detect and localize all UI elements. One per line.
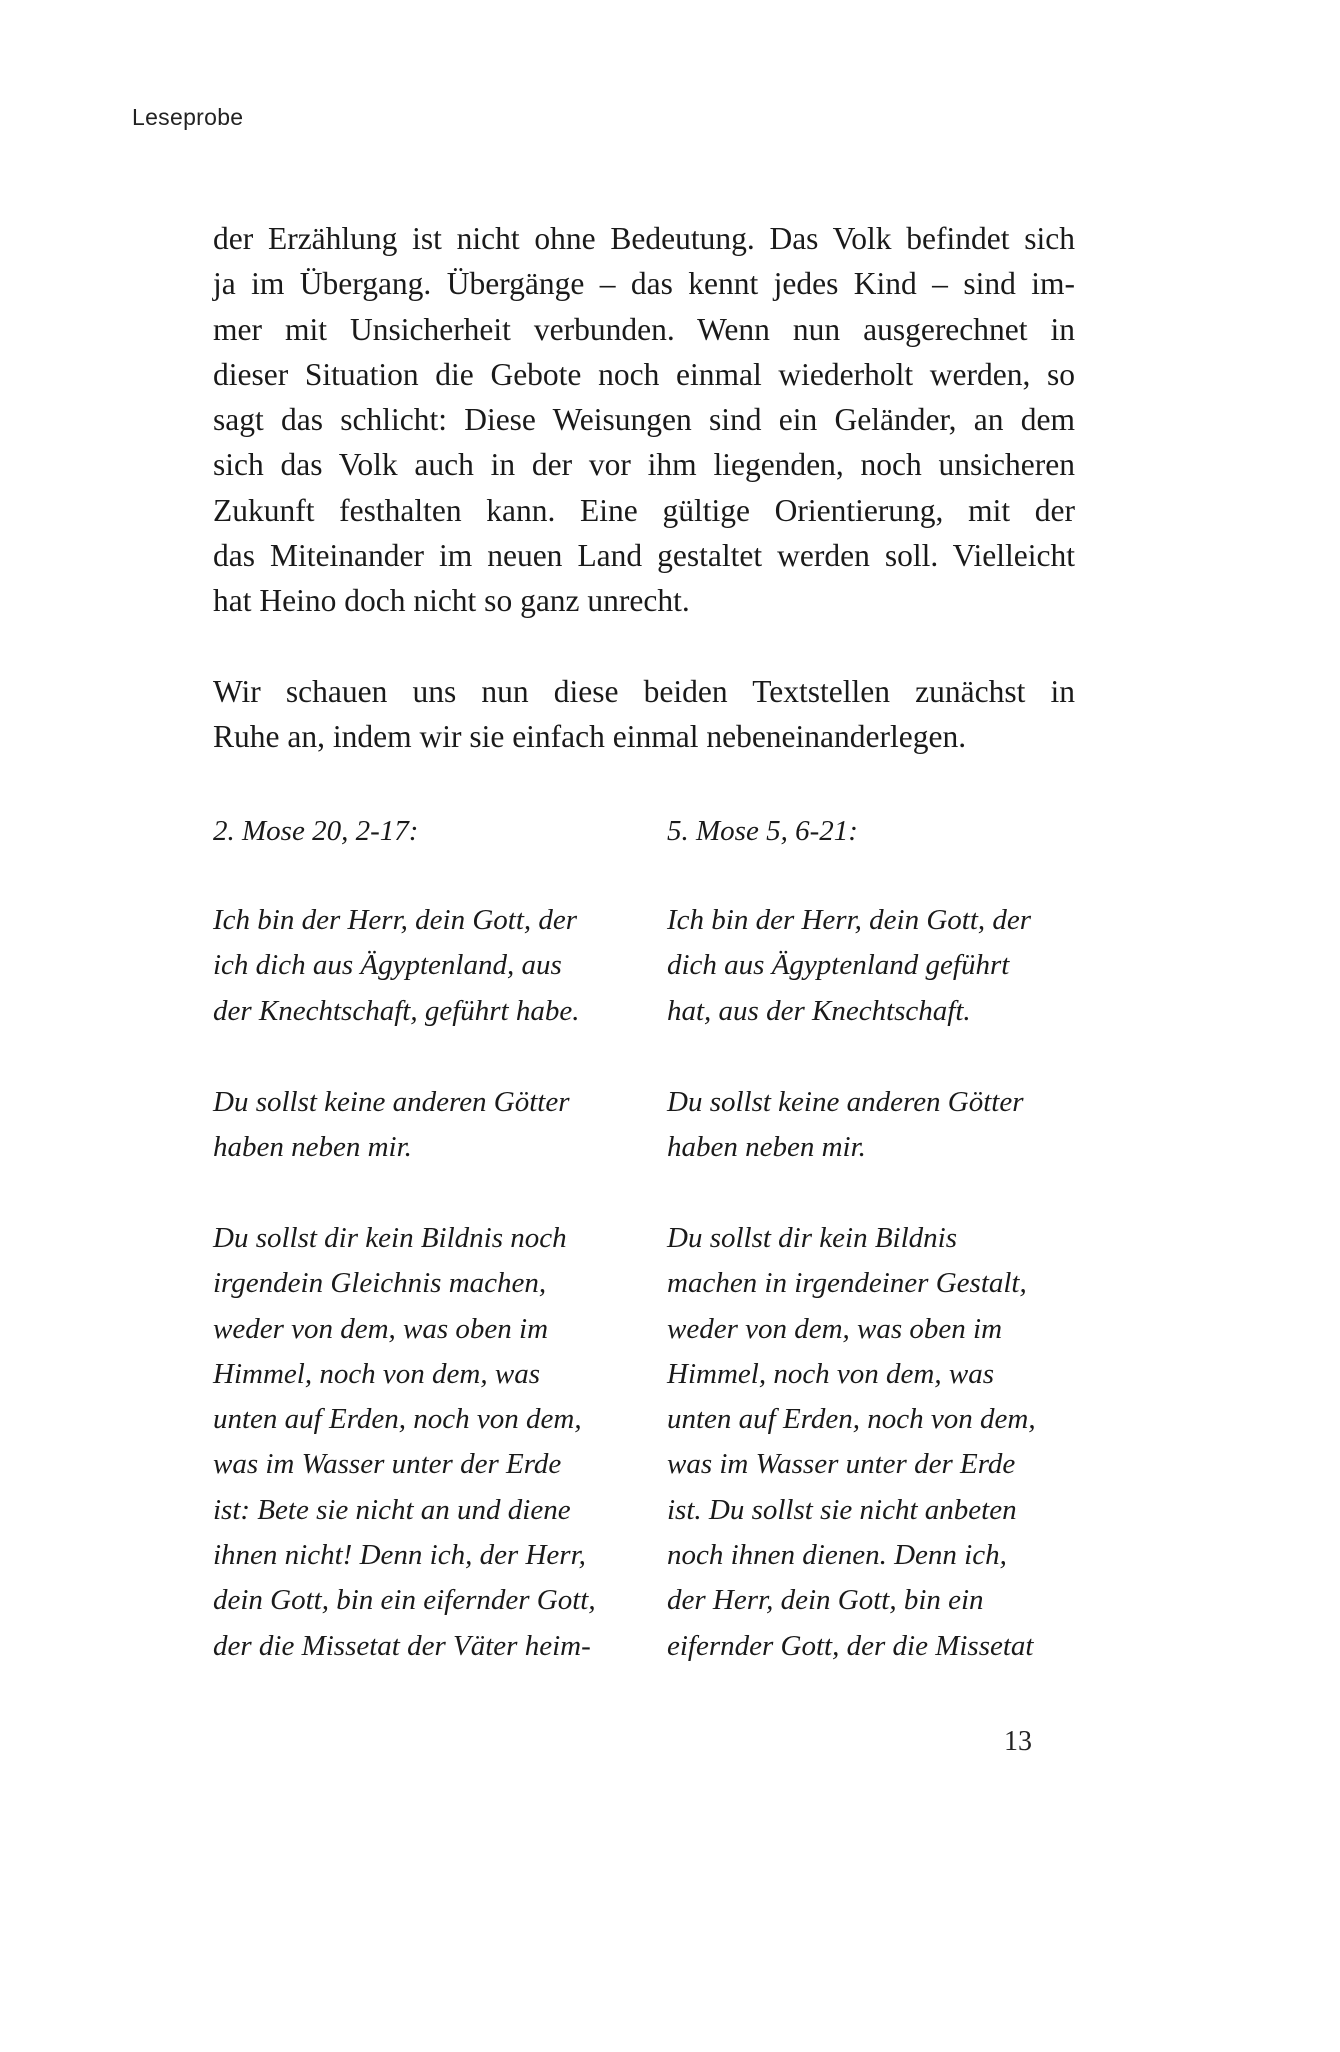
text-line: das Miteinander im neuen Land gestaltet werden soll. Vielleicht <box>213 538 1075 574</box>
paragraph-intro <box>213 216 1075 624</box>
text-line: mer mit Unsicherheit verbunden. Wenn nun ausgerechnet in <box>213 311 1075 347</box>
right-column-verse-1 <box>667 898 1097 1034</box>
verse-line: dein Gott, bin ein eifernder Gott, <box>213 1584 596 1617</box>
verse-line: Himmel, noch von dem, was <box>213 1357 541 1390</box>
verse-line: Du sollst keine anderen Götter <box>213 1086 570 1118</box>
verse-line: dich aus Ägyptenland geführt <box>667 949 1010 982</box>
right-column-verse-3 <box>667 1216 1097 1669</box>
verse-line: ist: Bete sie nicht an und diene <box>213 1493 571 1526</box>
verse-line: weder von dem, was oben im <box>213 1312 549 1345</box>
verse-line: haben neben mir. <box>213 1131 412 1164</box>
left-column-heading <box>213 809 643 854</box>
verse-line: der Knechtschaft, geführt habe. <box>213 994 580 1027</box>
verse-line: Ich bin der Herr, dein Gott, der <box>213 904 578 936</box>
verse-line: hat, aus der Knechtschaft. <box>667 994 971 1027</box>
verse-line: eifernder Gott, der die Missetat <box>667 1629 1034 1662</box>
left-column-verse-1 <box>213 898 643 1034</box>
right-column-verse-2 <box>667 1080 1097 1171</box>
text-line: dieser Situation die Gebote noch einmal wiederholt werden, so <box>213 356 1075 392</box>
verse-line: was im Wasser unter der Erde <box>667 1448 1016 1481</box>
text-line: hat Heino doch nicht so ganz unrecht. <box>213 583 690 619</box>
verse-line: irgendein Gleichnis machen, <box>213 1267 547 1300</box>
text-line: ja im Übergang. Übergänge – das kennt jedes Kind – sind im- <box>213 266 1075 302</box>
left-column-verse-2 <box>213 1080 643 1171</box>
text-line: sagt das schlicht: Diese Weisungen sind ein Geländer, an dem <box>213 402 1075 438</box>
text-line: Wir schauen uns nun diese beiden Textstellen zunächst in <box>213 674 1075 709</box>
verse-line: noch ihnen dienen. Denn ich, <box>667 1539 1007 1572</box>
verse-line: Himmel, noch von dem, was <box>667 1357 995 1390</box>
verse-line: unten auf Erden, noch von dem, <box>667 1403 1036 1436</box>
verse-line: Du sollst dir kein Bildnis <box>667 1222 957 1254</box>
left-column-verse-3 <box>213 1216 643 1669</box>
verse-line: weder von dem, was oben im <box>667 1312 1003 1345</box>
verse-line: Du sollst dir kein Bildnis noch <box>213 1222 567 1254</box>
text-line: der Erzählung ist nicht ohne Bedeutung. Das Volk befindet sich <box>213 221 1075 256</box>
verse-line: haben neben mir. <box>667 1131 866 1164</box>
verse-line: ihnen nicht! Denn ich, der Herr, <box>213 1539 586 1572</box>
verse-line: der Herr, dein Gott, bin ein <box>667 1584 984 1617</box>
verse-line: Du sollst keine anderen Götter <box>667 1086 1024 1118</box>
verse-line: der die Missetat der Väter heim- <box>213 1629 591 1662</box>
text-line: Ruhe an, indem wir sie einfach einmal nebeneinanderlegen. <box>213 719 967 755</box>
running-header: Leseprobe <box>132 104 244 130</box>
verse-line: machen in irgendeiner Gestalt, <box>667 1267 1027 1300</box>
text-line: sich das Volk auch in der vor ihm liegenden, noch unsicheren <box>213 447 1075 483</box>
verse-line: ist. Du sollst sie nicht anbeten <box>667 1493 1017 1526</box>
right-column-heading <box>667 809 1097 854</box>
verse-line: unten auf Erden, noch von dem, <box>213 1403 582 1436</box>
verse-line: Ich bin der Herr, dein Gott, der <box>667 904 1032 936</box>
paragraph-transition <box>213 669 1075 760</box>
verse-line: was im Wasser unter der Erde <box>213 1448 562 1481</box>
text-line: Zukunft festhalten kann. Eine gültige Orientierung, mit der <box>213 492 1075 528</box>
verse-reference: 2. Mose 20, 2-17: <box>213 815 419 847</box>
verse-line: ich dich aus Ägyptenland, aus <box>213 949 562 982</box>
verse-reference: 5. Mose 5, 6-21: <box>667 815 858 847</box>
page-number: 13 <box>1004 1726 1032 1757</box>
